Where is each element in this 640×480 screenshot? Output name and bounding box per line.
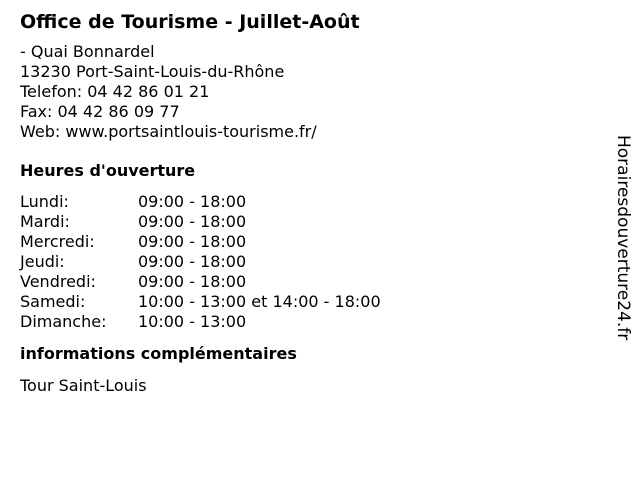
opening-hours-heading: Heures d'ouverture [20, 161, 196, 180]
day-label: Lundi: [20, 192, 69, 211]
day-label: Samedi: [20, 292, 86, 311]
time-value: 09:00 - 18:00 [138, 272, 247, 291]
page-title: Office de Tourisme - Juillet-Août [20, 11, 360, 33]
day-label: Jeudi: [20, 252, 65, 271]
day-label: Dimanche: [20, 312, 107, 331]
phone-line: Telefon: 04 42 86 01 21 [20, 82, 210, 101]
hours-row-monday [20, 192, 600, 212]
time-value: 09:00 - 18:00 [138, 232, 247, 251]
time-value: 09:00 - 18:00 [138, 192, 247, 211]
city-line: 13230 Port-Saint-Louis-du-Rhône [20, 62, 285, 81]
day-label: Mercredi: [20, 232, 95, 251]
web-line: Web: www.portsaintlouis-tourisme.fr/ [20, 122, 317, 141]
time-value: 10:00 - 13:00 et 14:00 - 18:00 [138, 292, 381, 311]
hours-row-tuesday [20, 212, 600, 232]
street-line: - Quai Bonnardel [20, 42, 155, 61]
day-label: Mardi: [20, 212, 70, 231]
address-block [20, 42, 600, 142]
hours-row-thursday [20, 252, 600, 272]
hours-row-wednesday [20, 232, 600, 252]
fax-line: Fax: 04 42 86 09 77 [20, 102, 180, 121]
hours-row-saturday [20, 292, 600, 312]
time-value: 09:00 - 18:00 [138, 212, 247, 231]
additional-info-heading: informations complémentaires [20, 344, 297, 363]
time-value: 10:00 - 13:00 [138, 312, 247, 331]
site-watermark: Horairesdouverture24.fr [613, 135, 633, 341]
hours-row-sunday [20, 312, 600, 332]
time-value: 09:00 - 18:00 [138, 252, 247, 271]
opening-hours-table [20, 192, 600, 332]
additional-info-text: Tour Saint-Louis [20, 376, 147, 395]
office-details [20, 10, 600, 396]
day-label: Vendredi: [20, 272, 96, 291]
hours-row-friday [20, 272, 600, 292]
